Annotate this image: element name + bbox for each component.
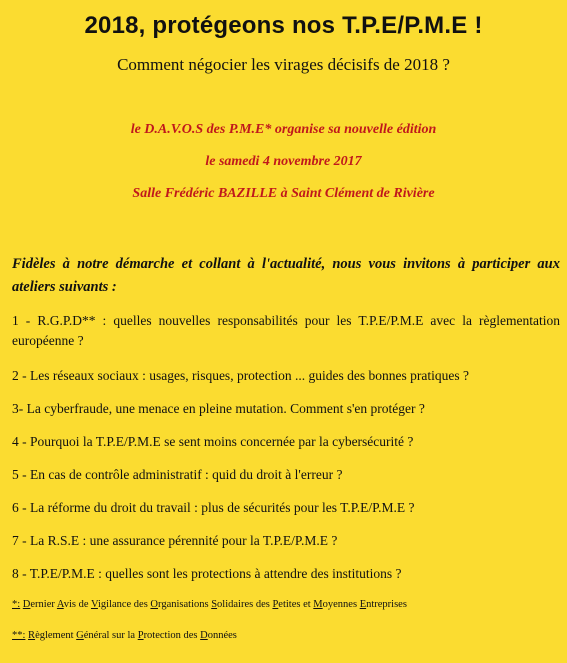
footnote-word: et — [303, 599, 311, 610]
footnote-word: des — [183, 630, 198, 641]
footnote-word: Protection — [137, 630, 181, 641]
workshop-item-5: 5 - En cas de contrôle administratif : quid du droit à l'erreur ? — [12, 467, 343, 482]
footnote-word: Moyennes — [313, 599, 358, 610]
page-title: 2018, protégeons nos T.P.E/P.M.E ! — [84, 12, 483, 39]
page-subtitle: Comment négocier les virages décisifs de 2018 ? — [117, 55, 450, 74]
footnote-word: sur — [112, 630, 125, 641]
workshops-intro: Fidèles à notre démarche et collant à l'actualité, nous vous invitons à participer aux ateliers suivants : — [12, 256, 560, 295]
footnote-word: des — [255, 599, 270, 610]
footnote-word: Avis — [56, 599, 76, 610]
workshop-item-2: 2 - Les réseaux sociaux : usages, risques, protection ... guides des bonnes pratiques ? — [12, 368, 470, 383]
workshop-item-4: 4 - Pourquoi la T.P.E/P.M.E se sent moins concernée par la cybersécurité ? — [12, 434, 414, 449]
event-venue: Salle Frédéric BAZILLE à Saint Clément de Rivière — [132, 186, 435, 201]
footnote-word: Général — [76, 630, 110, 641]
footnote-word: Vigilance — [90, 599, 132, 610]
footnote-word: Organisations — [150, 599, 209, 610]
footnote-word: de — [78, 599, 89, 610]
workshop-item-1: 1 - R.G.P.D** : quelles nouvelles responsabilités pour les T.P.E/P.M.E avec la règlementation européenne ? — [12, 313, 560, 348]
workshop-item-3: 3- La cyberfraude, une menace en pleine mutation. Comment s'en protéger ? — [12, 401, 425, 416]
footnote-word: Solidaires — [211, 599, 254, 610]
footnote-rgpd — [12, 630, 560, 641]
footnote-word: Entreprises — [359, 599, 407, 610]
footnote-davos-marker: *: — [12, 599, 21, 610]
footnote-word: Règlement — [28, 630, 74, 641]
workshop-item-8: 8 - T.P.E/P.M.E : quelles sont les protections à attendre des institutions ? — [12, 566, 402, 581]
footnote-davos — [12, 599, 560, 610]
footnote-word: des — [133, 599, 148, 610]
event-announcement: le D.A.V.O.S des P.M.E* organise sa nouvelle édition — [130, 122, 437, 137]
event-date: le samedi 4 novembre 2017 — [205, 154, 362, 169]
footnote-word: Données — [200, 630, 237, 641]
footnote-word: Petites — [272, 599, 301, 610]
footnote-word: la — [127, 630, 136, 641]
footnote-rgpd-text — [28, 630, 237, 641]
footnote-davos-text — [23, 599, 407, 610]
workshop-item-6: 6 - La réforme du droit du travail : plus de sécurités pour les T.P.E/P.M.E ? — [12, 500, 415, 515]
workshop-item-7: 7 - La R.S.E : une assurance pérennité pour la T.P.E/P.M.E ? — [12, 533, 338, 548]
footnote-word: Dernier — [22, 599, 55, 610]
footnote-rgpd-marker: **: — [12, 630, 26, 641]
